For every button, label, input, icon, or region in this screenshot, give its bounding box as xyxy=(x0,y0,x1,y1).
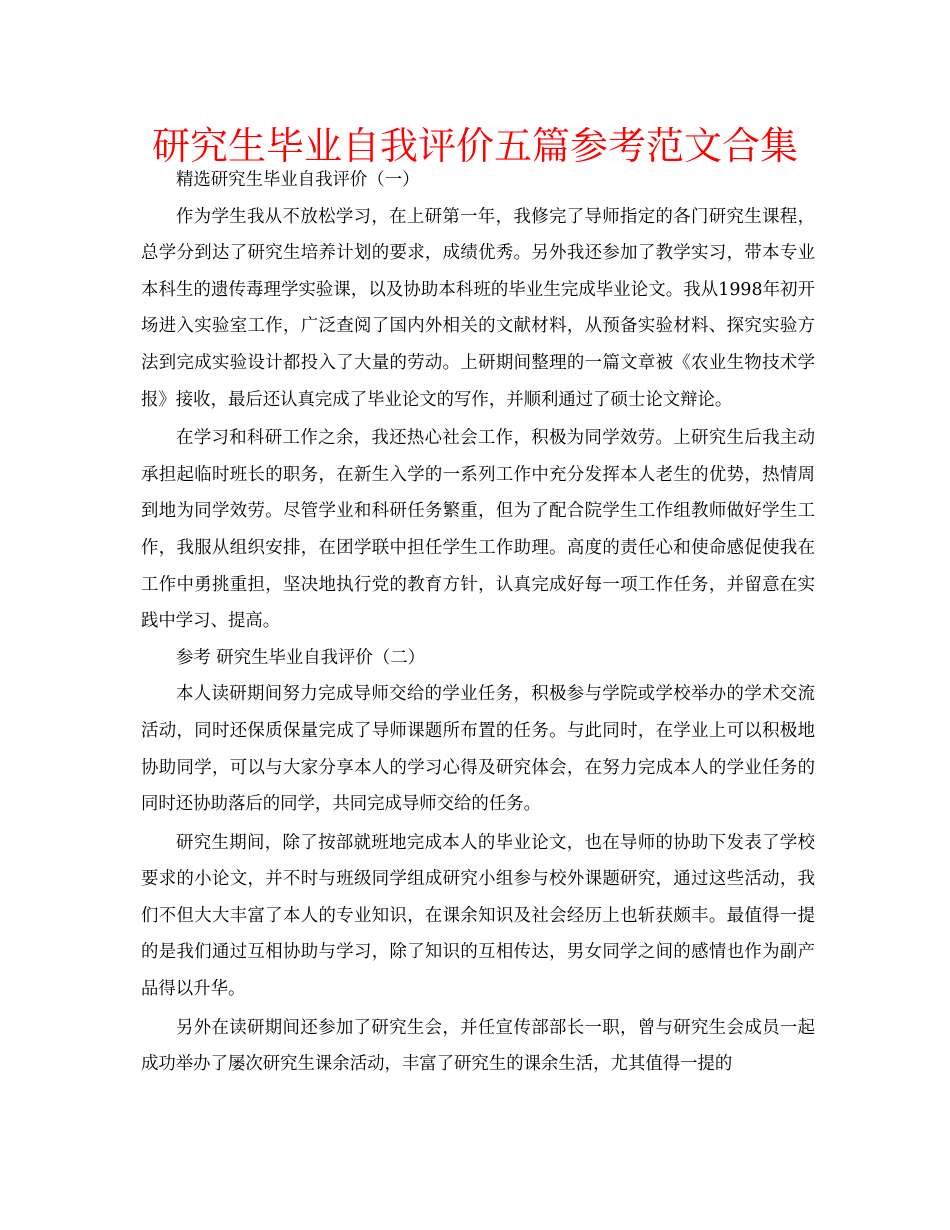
document-title: 研究生毕业自我评价五篇参考范文合集 xyxy=(151,124,798,168)
paragraph-4: 研究生期间，除了按部就班地完成本人的毕业论文，也在导师的协助下发表了学校要求的小论文，并不时与班级同学组成研究小组参与校外课题研究，通过这些活动，我们不但大大丰富了本人的专业知识，在课余知识及社会经历上也斩获颇丰。最值得一提的是我们通过互相协助与学习，除了知识的互相传达，男女同学之间的感情也作为副产品得以升华。 xyxy=(141,832,815,1000)
section-heading-2: 参考 研究生毕业自我评价（二） xyxy=(176,647,425,668)
document-body xyxy=(141,162,815,1083)
paragraph-2: 在学习和科研工作之余，我还热心社会工作，积极为同学效劳。上研究生后我主动承担起临时班长的职务，在新生入学的一系列工作中充分发挥本人老生的优势，热情周到地为同学效劳。尽管学业和科研任务繁重，但为了配合院学生工作组教师做好学生工作，我服从组织安排，在团学联中担任学生工作助理。高度的责任心和使命感促使我在工作中勇挑重担，坚决地执行党的教育方针，认真完成好每一项工作任务，并留意在实践中学习、提高。 xyxy=(141,428,815,632)
section-heading-1: 精选研究生毕业自我评价（一） xyxy=(176,170,420,190)
paragraph-5: 另外在读研期间还参加了研究生会，并任宣传部部长一职，曾与研究生会成员一起成功举办了屡次研究生课余活动，丰富了研究生的课余生活，尤其值得一提的 xyxy=(141,1017,815,1075)
paragraph-3: 本人读研期间努力完成导师交给的学业任务，积极参与学院或学校举办的学术交流活动，同时还保质保量完成了导师课题所布置的任务。与此同时，在学业上可以积极地协助同学，可以与大家分享本人的学习心得及研究体会，在努力完成本人的学业任务的同时还协助落后的同学，共同完成导师交给的任务。 xyxy=(141,684,815,815)
paragraph-1: 作为学生我从不放松学习，在上研第一年，我修完了导师指定的各门研究生课程，总学分到达了研究生培养计划的要求，成绩优秀。另外我还参加了教学实习，带本专业本科生的遗传毒理学实验课，以及协助本科班的毕业生完成毕业论文。我从1998年初开场进入实验室工作，广泛查阅了国内外相关的文献材料，从预备实验材料、探究实验方法到完成实验设计都投入了大量的劳动。上研期间整理的一篇文章被《农业生物技术学报》接收，最后还认真完成了毕业论文的写作，并顺利通过了硕士论文辩论。 xyxy=(141,206,815,410)
